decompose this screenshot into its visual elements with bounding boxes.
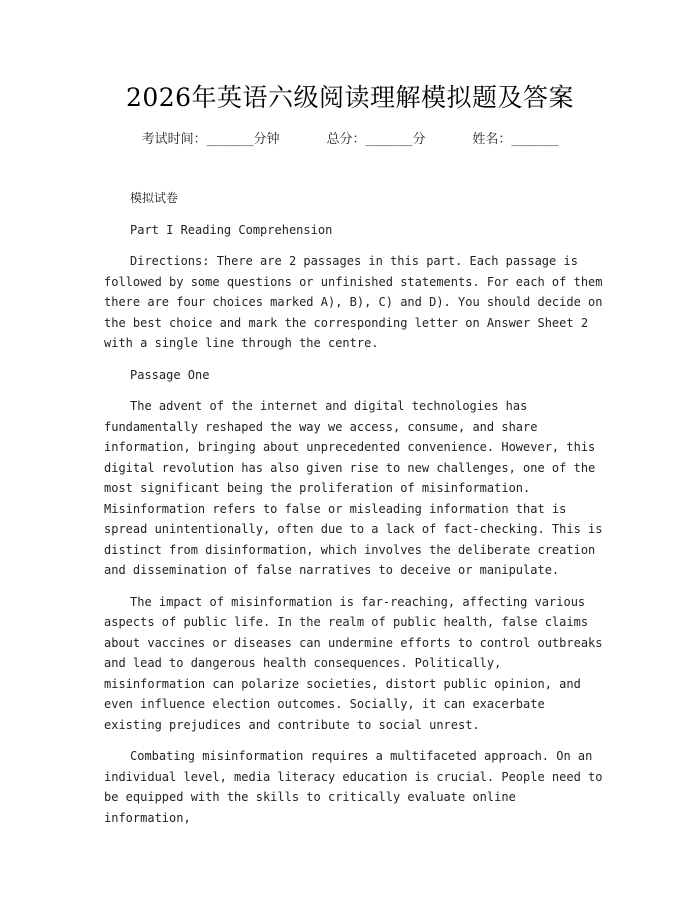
passage-label: Passage One xyxy=(130,367,210,382)
passage-paragraph: The advent of the internet and digital technologies has fundamentally reshaped the way we access, consume, and share information, bringing about unprecedented convenience. However, this digital revolution has also given rise to new challenges, one of the most significant being the proliferation of misinformation. Misinformation refers to false or misleading information that is spread unintentionally, often due to a lack of fact-checking. This is distinct from disinformation, which involves the deliberate creation and dissemination of false narratives to deceive or manipulate. xyxy=(104,399,603,577)
exam-info-line: 考试时间：______分钟 总分：______分 姓名：______ xyxy=(141,132,559,147)
passage-paragraph: Combating misinformation requires a multifaceted approach. On an individual level, media literacy education is crucial. People need to be equipped with the skills to critically evaluate online information, xyxy=(104,749,603,825)
passage-paragraph: The impact of misinformation is far-reaching, affecting various aspects of public life. In the realm of public health, false claims about vaccines or diseases can undermine efforts to control outbreaks and lead to dangerous health consequences. Politically, misinformation can polarize societies, distort public opinion, and even influence election outcomes. Socially, it can exacerbate existing prejudices and contribute to social unrest. xyxy=(104,594,603,732)
part-title: Part I Reading Comprehension xyxy=(130,222,333,237)
document-body xyxy=(104,188,604,839)
section-label: 模拟试卷 xyxy=(130,191,179,205)
directions-paragraph: Directions: There are 2 passages in this part. Each passage is followed by some questions or unfinished statements. For each of them there are four choices marked A), B), C) and D). You should decide on the best choice and mark the corresponding letter on Answer Sheet 2 with a single line through the centre. xyxy=(104,254,603,350)
document-title: 2026年英语六级阅读理解模拟题及答案 xyxy=(125,83,575,112)
